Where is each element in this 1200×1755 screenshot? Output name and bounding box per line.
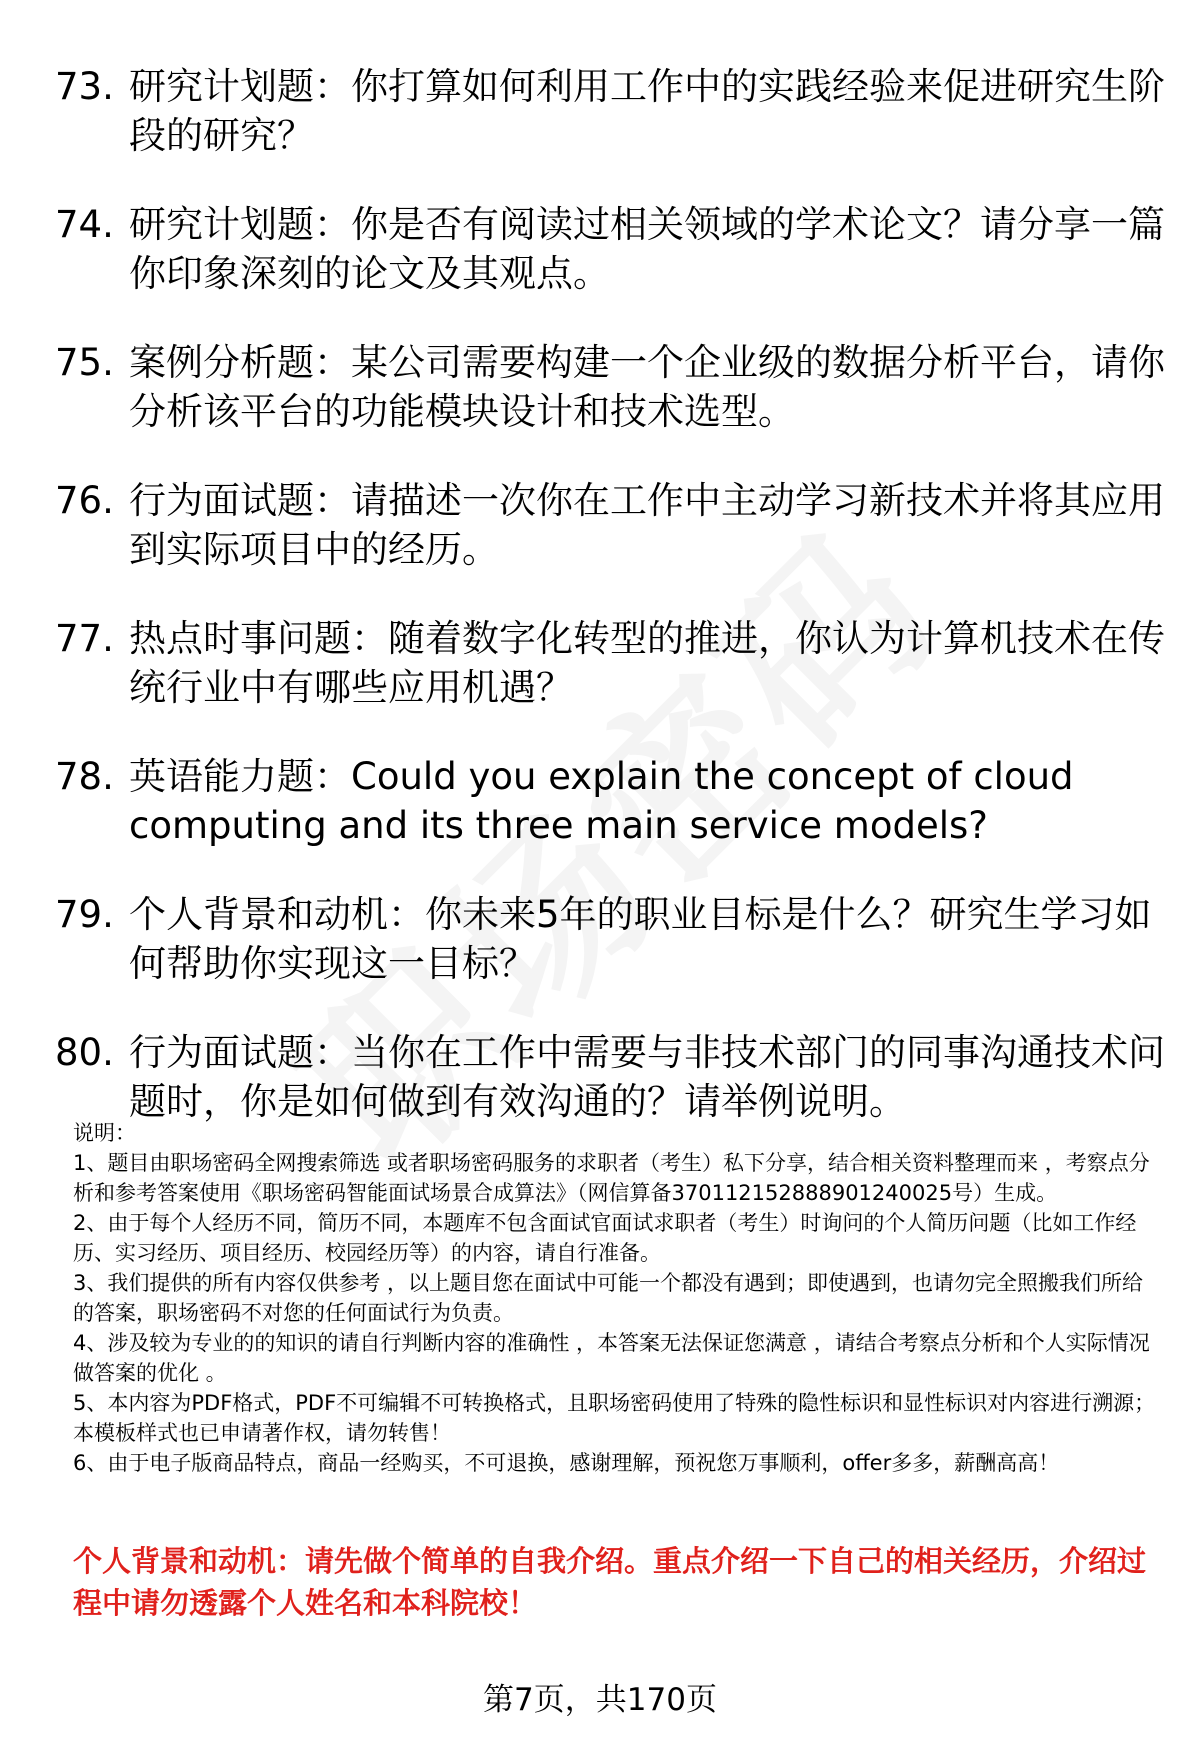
note-item: 6、由于电子版商品特点，商品一经购买，不可退换，感谢理解，预祝您万事顺利，offer多多，薪酬高高！ bbox=[73, 1451, 1060, 1475]
question-text: 研究计划题：你是否有阅读过相关领域的学术论文？请分享一篇你印象深刻的论文及其观点。 bbox=[129, 203, 1165, 295]
question-text: 行为面试题：当你在工作中需要与非技术部门的同事沟通技术问题时，你是如何做到有效沟通的？请举例说明。 bbox=[129, 1031, 1165, 1123]
question-number: 80. bbox=[55, 1031, 114, 1074]
question-item bbox=[55, 1028, 1165, 1126]
note-item: 2、由于每个人经历不同，简历不同，本题库不包含面试官面试求职者（考生）时询问的个人简历问题（比如工作经历、实习经历、项目经历、校园经历等）的内容，请自行准备。 bbox=[73, 1211, 1137, 1265]
note-item: 4、涉及较为专业的的知识的请自行判断内容的准确性 ，本答案无法保证您满意 ，请结合考察点分析和个人实际情况做答案的优化 。 bbox=[73, 1331, 1150, 1385]
question-number: 77. bbox=[55, 617, 114, 660]
page-footer: 第7页，共170页 bbox=[483, 1682, 717, 1718]
question-list bbox=[55, 62, 1165, 1166]
question-number: 78. bbox=[55, 755, 114, 798]
highlight-prompt: 个人背景和动机：请先做个简单的自我介绍。重点介绍一下自己的相关经历，介绍过程中请勿透露个人姓名和本科院校！ bbox=[73, 1544, 1147, 1620]
question-number: 73. bbox=[55, 65, 114, 108]
question-item bbox=[55, 476, 1165, 574]
question-text: 案例分析题：某公司需要构建一个企业级的数据分析平台，请你分析该平台的功能模块设计和技术选型。 bbox=[129, 341, 1165, 433]
question-item bbox=[55, 752, 1165, 850]
question-item bbox=[55, 338, 1165, 436]
note-item: 5、本内容为PDF格式，PDF不可编辑不可转换格式，且职场密码使用了特殊的隐性标识和显性标识对内容进行溯源；本模板样式也已申请著作权，请勿转售！ bbox=[73, 1391, 1156, 1445]
question-number: 74. bbox=[55, 203, 114, 246]
notes-title: 说明： bbox=[73, 1121, 136, 1145]
question-text: 行为面试题：请描述一次你在工作中主动学习新技术并将其应用到实际项目中的经历。 bbox=[129, 479, 1165, 571]
question-text: 研究计划题：你打算如何利用工作中的实践经验来促进研究生阶段的研究？ bbox=[129, 65, 1165, 157]
question-item bbox=[55, 890, 1165, 988]
question-text: 英语能力题：Could you explain the concept of cloud computing and its three main service models? bbox=[129, 755, 1074, 847]
question-number: 75. bbox=[55, 341, 114, 384]
question-text: 热点时事问题：随着数字化转型的推进，你认为计算机技术在传统行业中有哪些应用机遇？ bbox=[129, 617, 1165, 709]
question-text: 个人背景和动机：你未来5年的职业目标是什么？研究生学习如何帮助你实现这一目标？ bbox=[129, 893, 1152, 985]
note-item: 3、我们提供的所有内容仅供参考 ，以上题目您在面试中可能一个都没有遇到；即使遇到，也请勿完全照搬我们所给的答案，职场密码不对您的任何面试行为负责。 bbox=[73, 1271, 1144, 1325]
question-item bbox=[55, 200, 1165, 298]
question-number: 76. bbox=[55, 479, 114, 522]
note-item: 1、题目由职场密码全网搜索筛选 或者职场密码服务的求职者（考生）私下分享，结合相关资料整理而来 ，考察点分析和参考答案使用《职场密码智能面试场景合成算法》（网信算备370112152888901240025号）生成。 bbox=[73, 1151, 1150, 1205]
question-item bbox=[55, 614, 1165, 712]
question-number: 79. bbox=[55, 893, 114, 936]
notes-section bbox=[73, 1118, 1163, 1478]
question-item bbox=[55, 62, 1165, 160]
